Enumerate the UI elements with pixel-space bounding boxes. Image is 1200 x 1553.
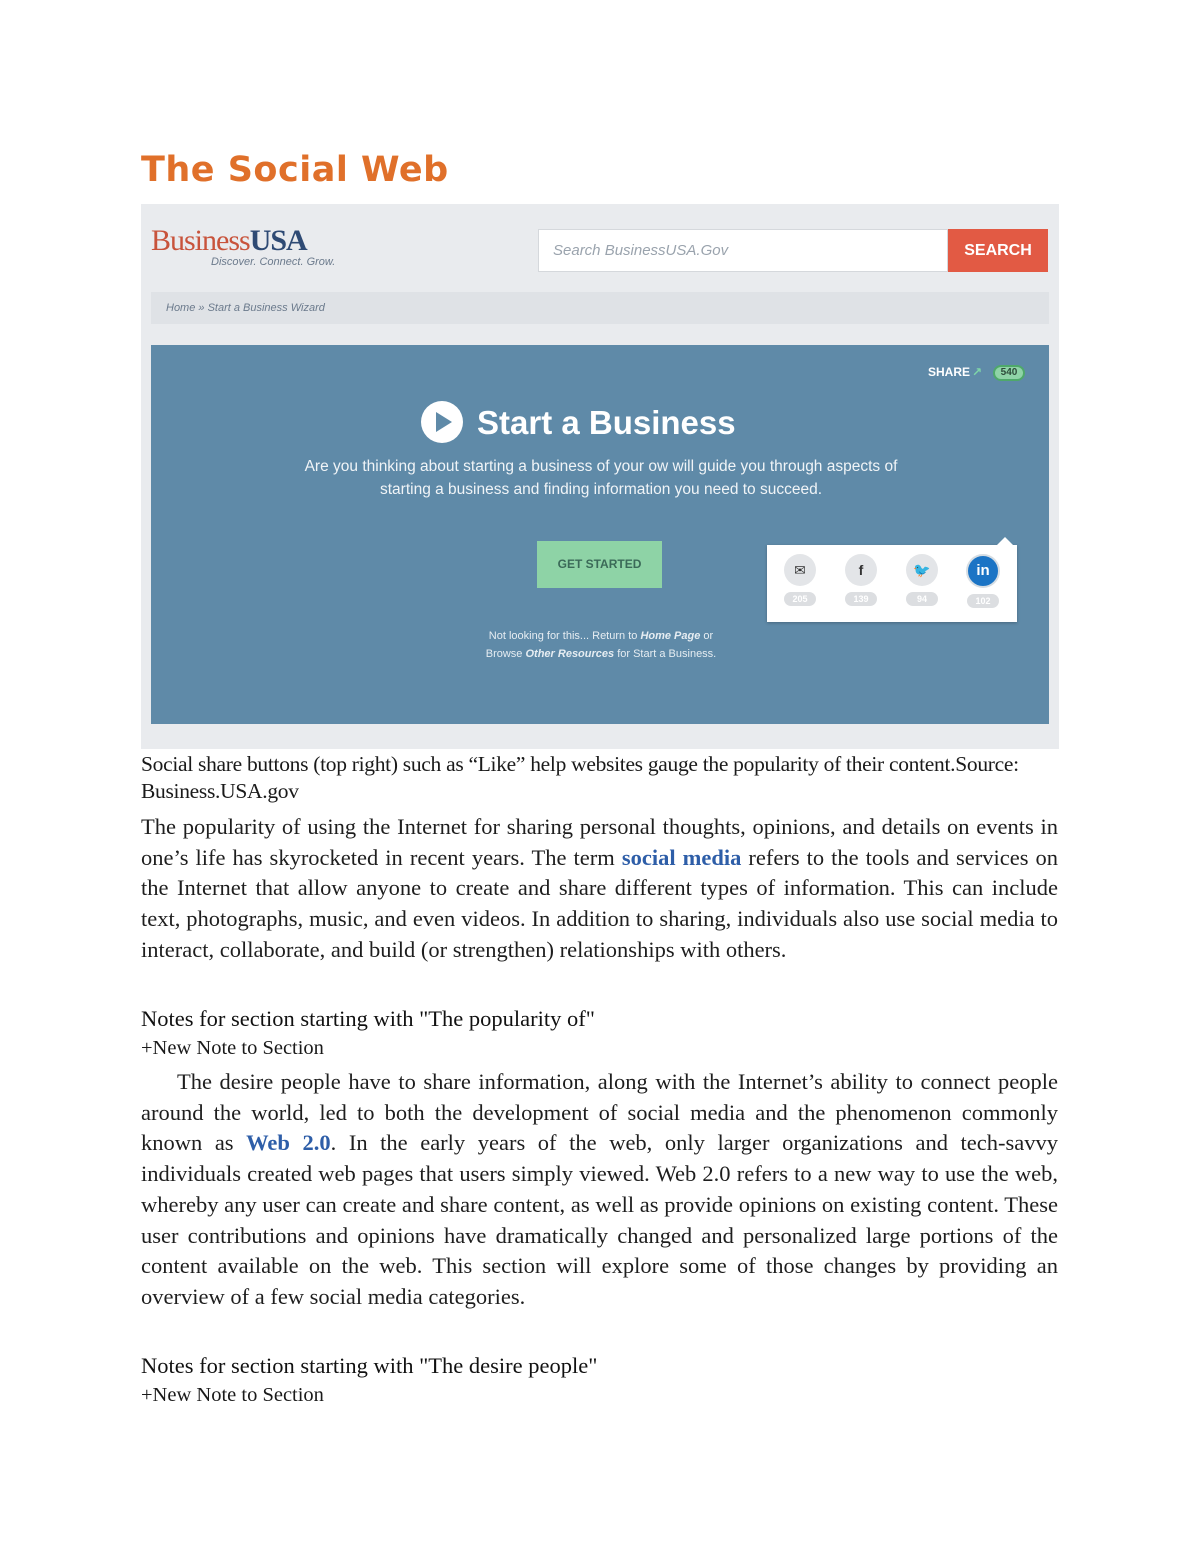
brand-name-part2: USA <box>249 224 307 257</box>
body-paragraph <box>141 1067 1058 1313</box>
brand-name-part1: Business <box>151 224 250 257</box>
paragraph-text: refers to the tools and services on the Internet that allow anyone to create and share different types of information. This can include text, photographs, music, and even videos. In addition to sharing, individuals also use social media to interact, collaborate, and build (or strengthen) relationships with others. <box>141 844 1058 962</box>
facebook-icon: f <box>845 554 877 586</box>
hero-banner <box>151 345 1049 724</box>
footer-line2-suffix: for Start a Business. <box>614 648 717 660</box>
share-popup <box>767 545 1017 622</box>
brand-tagline: Discover. Connect. Grow. <box>211 256 336 268</box>
share-count-pill: 205 <box>784 592 816 606</box>
glossary-term-link[interactable]: social media <box>621 844 742 870</box>
linkedin-icon: in <box>966 554 1000 588</box>
new-note-link[interactable]: +New Note to Section <box>141 1384 324 1406</box>
linkedin-share-button[interactable] <box>966 554 1000 608</box>
twitter-icon: 🐦 <box>906 554 938 586</box>
screenshot-figure <box>141 204 1059 749</box>
email-share-button[interactable] <box>783 554 817 606</box>
breadcrumb[interactable]: Home » Start a Business Wizard <box>151 292 1049 324</box>
other-resources-link[interactable]: Other Resources <box>525 648 615 660</box>
footer-line1-suffix: or <box>700 630 714 642</box>
hero-description: Are you thinking about starting a business of your ow will guide you through aspects of starting a business and finding information you need to succeed. <box>304 458 898 498</box>
notes-heading: Notes for section starting with "The popularity of" <box>141 1006 595 1031</box>
share-total-badge: 540 <box>993 365 1025 381</box>
play-icon[interactable] <box>421 401 463 443</box>
page-title: The Social Web <box>141 150 449 190</box>
share-label-text: SHARE <box>928 365 971 379</box>
brand-logo[interactable] <box>151 224 335 268</box>
home-page-link[interactable]: Home Page <box>640 630 701 642</box>
paragraph-text: . In the early years of the web, only larger organizations and tech-savvy individuals created web pages that users simply viewed. Web 2.0 refers to a new way to use the web, whereby any user can create and share content, as well as provide opinions on existing content. These user contributions and opinions have dramatically changed and personalized large portions of the content available on the web. This section will explore some of those changes by providing an overview of a few social media categories. <box>141 1130 1058 1309</box>
share-count-pill: 139 <box>845 592 877 606</box>
facebook-share-button[interactable] <box>844 554 878 606</box>
glossary-term-link[interactable]: Web 2.0 <box>246 1130 331 1156</box>
notes-heading: Notes for section starting with "The desire people" <box>141 1353 598 1378</box>
paragraph-text: The desire people have to share information, along with the Internet’s ability to connect people around the world, led to both the development of social media and the phenomenon commonly known as <box>141 1069 1058 1156</box>
share-count-pill: 102 <box>967 594 999 608</box>
figure-caption: Social share buttons (top right) such as “Like” help websites gauge the popularity of their content.Source: Business.USA.gov <box>141 752 1019 803</box>
get-started-button[interactable]: GET STARTED <box>537 541 662 588</box>
brand-name <box>151 224 335 258</box>
email-icon: ✉ <box>784 554 816 586</box>
share-count-pill: 94 <box>906 592 938 606</box>
share-arrow-icon: ↗ <box>972 365 983 379</box>
footer-line1-prefix: Not looking for this... Return to <box>488 630 641 642</box>
footer-line2-prefix: Browse <box>485 648 526 660</box>
hero-headline <box>421 401 736 445</box>
hero-headline-text: Start a Business <box>477 404 736 441</box>
search-button[interactable]: SEARCH <box>948 229 1048 272</box>
search-input[interactable]: Search BusinessUSA.Gov <box>538 229 948 272</box>
body-paragraph <box>141 812 1058 966</box>
paragraph-text: The popularity of using the Internet for sharing personal thoughts, opinions, and details on events in one’s life has skyrocketed in recent years. The term <box>141 814 1058 870</box>
hero-footer-text <box>401 627 801 663</box>
share-label[interactable] <box>928 365 982 379</box>
new-note-link[interactable]: +New Note to Section <box>141 1037 324 1059</box>
twitter-share-button[interactable] <box>905 554 939 606</box>
